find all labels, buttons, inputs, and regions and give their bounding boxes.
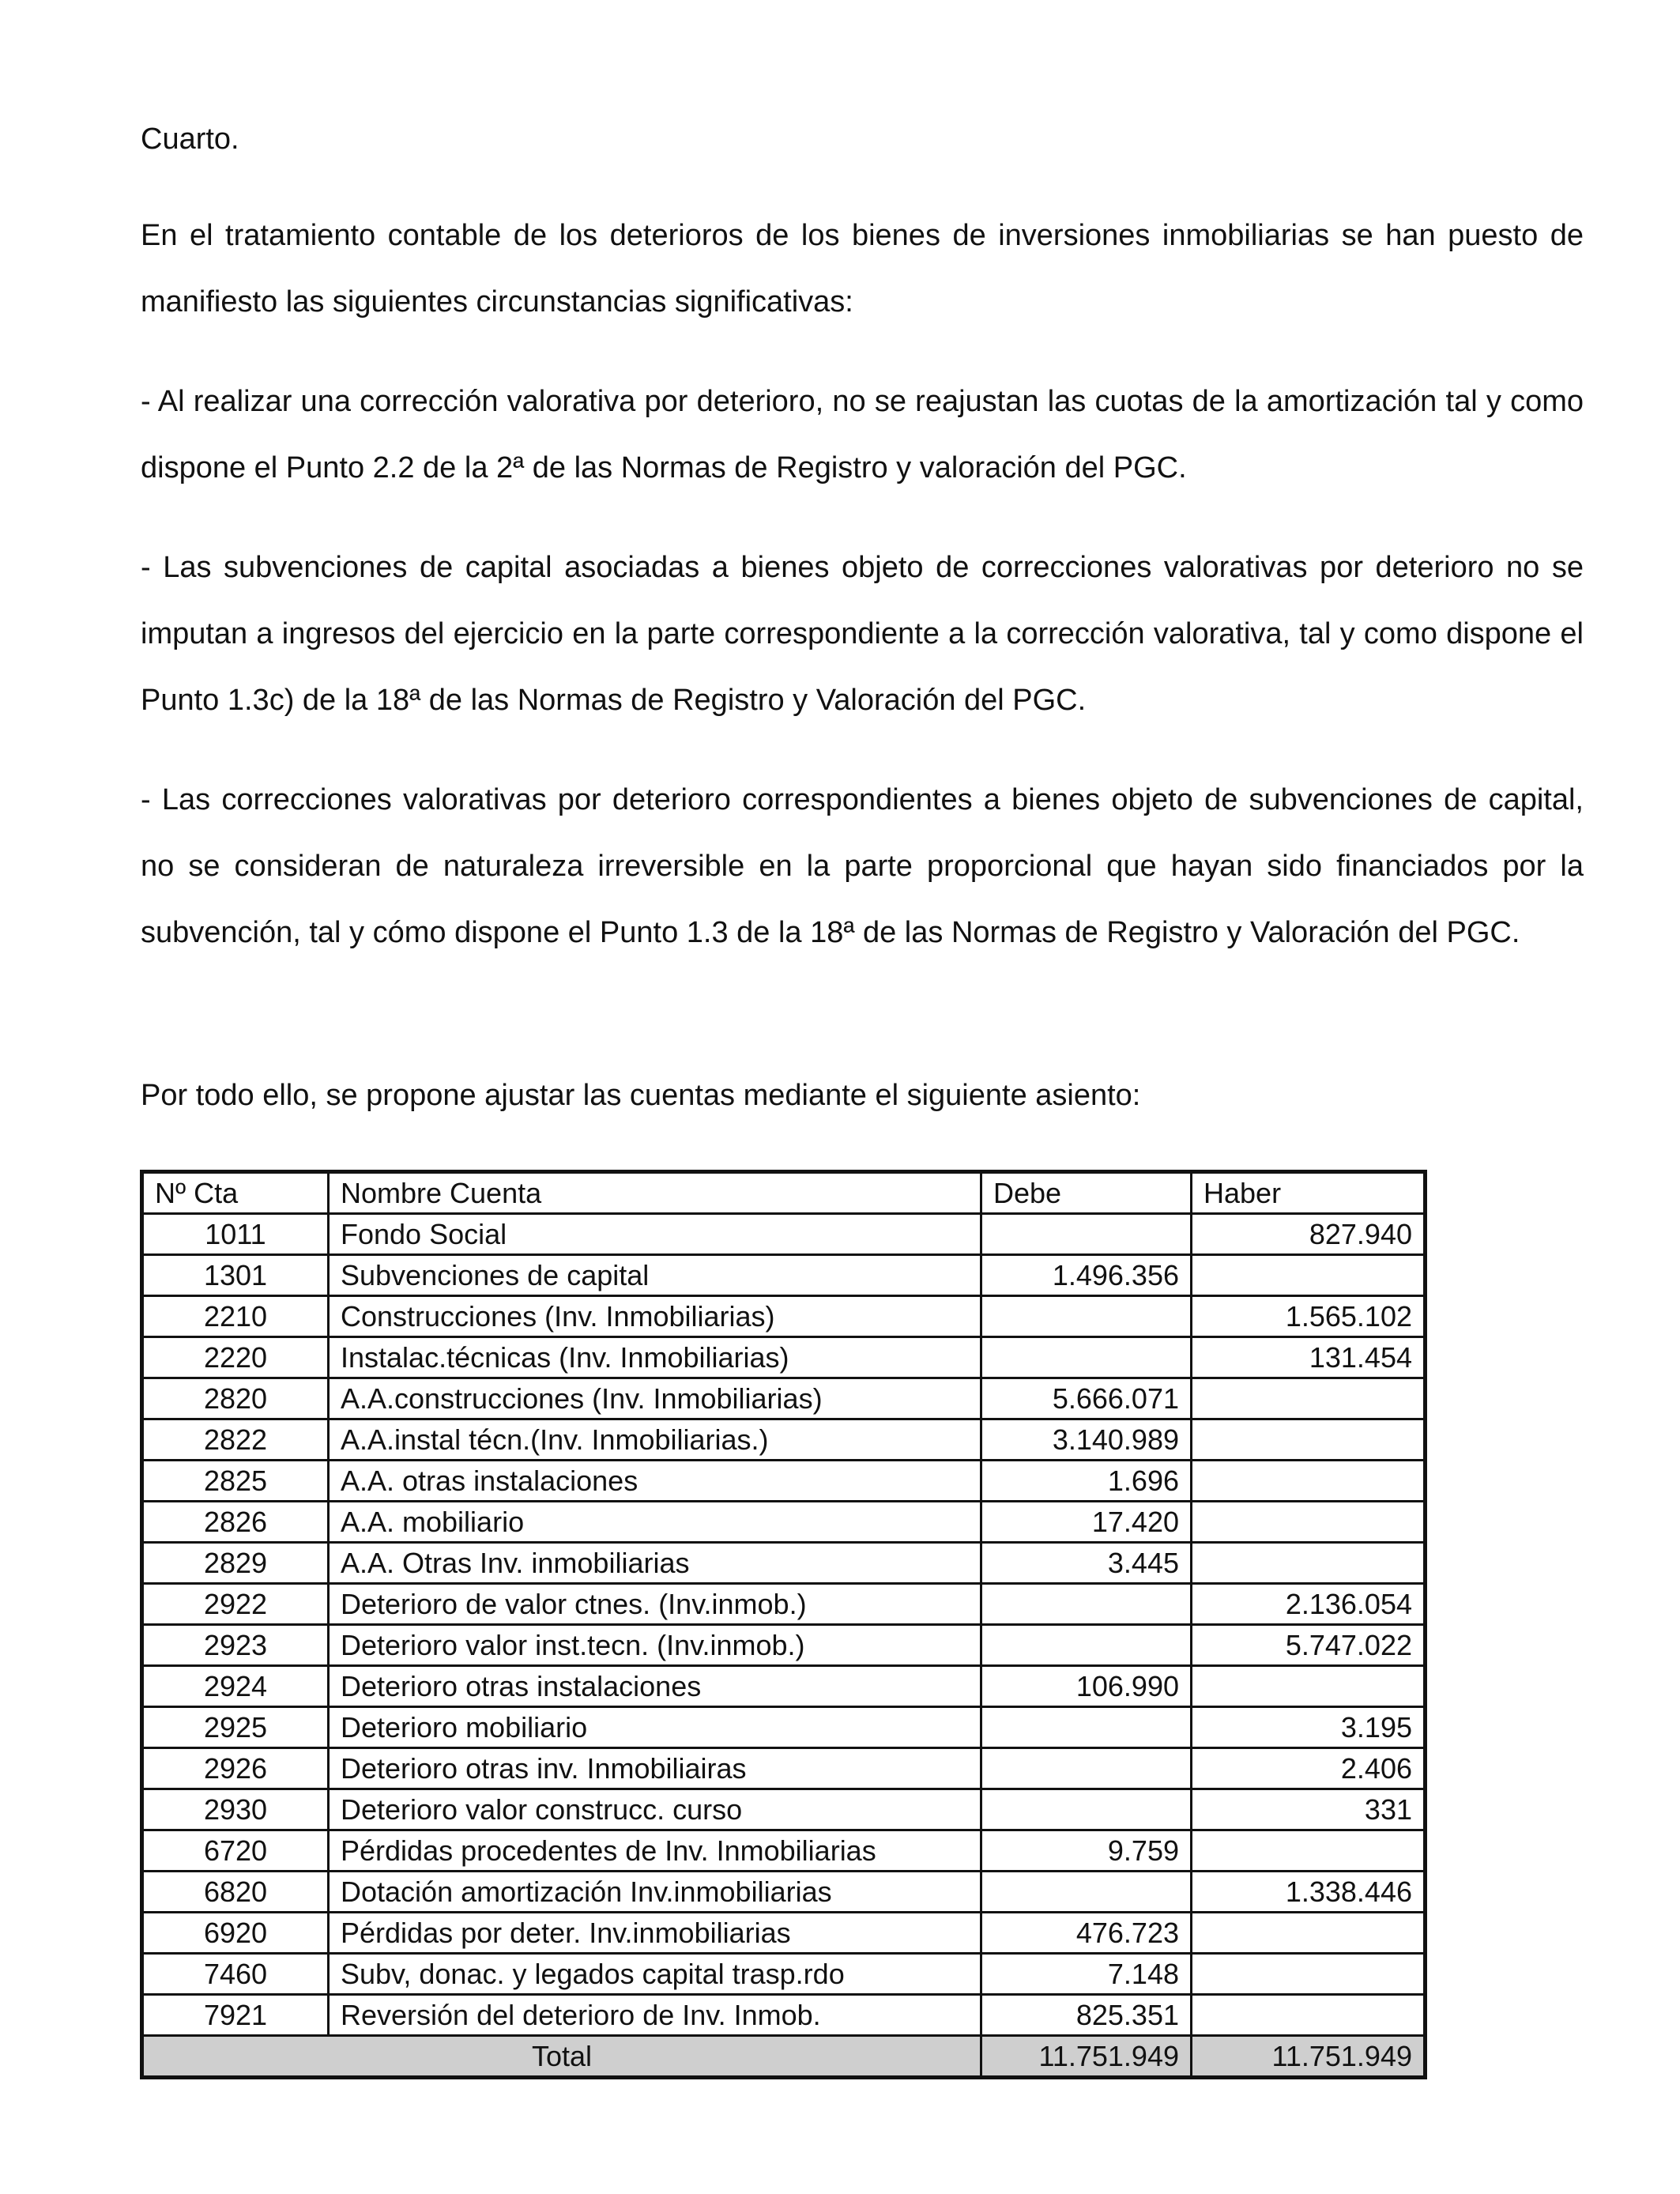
haber-amount: 2.406 — [1192, 1748, 1426, 1789]
header-haber: Haber — [1192, 1172, 1426, 1214]
account-number: 2826 — [142, 1502, 329, 1543]
debe-amount — [981, 1337, 1192, 1378]
total-debe: 11.751.949 — [981, 2036, 1192, 2078]
table-row — [142, 1789, 1426, 1830]
table-row — [142, 1872, 1426, 1913]
account-number: 2210 — [142, 1296, 329, 1337]
account-number: 6920 — [142, 1913, 329, 1954]
table-row — [142, 1830, 1426, 1872]
debe-amount: 476.723 — [981, 1913, 1192, 1954]
debe-amount: 106.990 — [981, 1666, 1192, 1707]
account-number: 7921 — [142, 1995, 329, 2036]
debe-amount — [981, 1296, 1192, 1337]
debe-amount — [981, 1584, 1192, 1625]
haber-amount — [1192, 1461, 1426, 1502]
haber-amount: 5.747.022 — [1192, 1625, 1426, 1666]
account-name: Dotación amortización Inv.inmobiliarias — [329, 1872, 981, 1913]
table-row — [142, 1748, 1426, 1789]
paragraph-amortizacion: - Al realizar una corrección valorativa por deterioro, no se reajustan las cuotas de la amortización tal y como dispone el Punto 2.2 de la 2ª de las Normas de Registro y valoración del PGC. — [141, 385, 1584, 484]
table-row — [142, 1625, 1426, 1666]
debe-amount: 5.666.071 — [981, 1378, 1192, 1419]
debe-amount — [981, 1748, 1192, 1789]
table-body — [142, 1214, 1426, 2036]
table-row — [142, 1666, 1426, 1707]
debe-amount — [981, 1214, 1192, 1255]
account-name: A.A. mobiliario — [329, 1502, 981, 1543]
account-number: 2924 — [142, 1666, 329, 1707]
table-row — [142, 1543, 1426, 1584]
haber-amount — [1192, 1830, 1426, 1872]
table-header-row — [142, 1172, 1426, 1214]
account-name: Deterioro mobiliario — [329, 1707, 981, 1748]
paragraph-propuesta: Por todo ello, se propone ajustar las cuentas mediante el siguiente asiento: — [141, 1079, 1141, 1112]
account-name: Pérdidas por deter. Inv.inmobiliarias — [329, 1913, 981, 1954]
table-row — [142, 1584, 1426, 1625]
account-number: 2820 — [142, 1378, 329, 1419]
haber-amount: 131.454 — [1192, 1337, 1426, 1378]
table-row — [142, 1419, 1426, 1461]
debe-amount — [981, 1789, 1192, 1830]
haber-amount: 2.136.054 — [1192, 1584, 1426, 1625]
section-heading: Cuarto. — [141, 123, 239, 156]
account-name: A.A.construcciones (Inv. Inmobiliarias) — [329, 1378, 981, 1419]
table-row — [142, 1461, 1426, 1502]
account-name: Reversión del deterioro de Inv. Inmob. — [329, 1995, 981, 2036]
debe-amount — [981, 1872, 1192, 1913]
debe-amount: 17.420 — [981, 1502, 1192, 1543]
account-number: 6820 — [142, 1872, 329, 1913]
debe-amount: 7.148 — [981, 1954, 1192, 1995]
paragraph-correcciones: - Las correcciones valorativas por deterioro correspondientes a bienes objeto de subvenciones de capital, no se consideran de naturaleza irreversible en la parte proporcional que hayan sido financiados por la subvención, tal y cómo dispone el Punto 1.3 de la 18ª de las Normas de Registro y Valoración del PGC. — [141, 783, 1584, 949]
account-number: 1301 — [142, 1255, 329, 1296]
debe-amount: 3.445 — [981, 1543, 1192, 1584]
account-number: 2829 — [142, 1543, 329, 1584]
haber-amount: 331 — [1192, 1789, 1426, 1830]
table-row — [142, 1913, 1426, 1954]
account-number: 7460 — [142, 1954, 329, 1995]
haber-amount — [1192, 1543, 1426, 1584]
account-name: Deterioro otras instalaciones — [329, 1666, 981, 1707]
account-number: 6720 — [142, 1830, 329, 1872]
account-number: 2930 — [142, 1789, 329, 1830]
table-row — [142, 1296, 1426, 1337]
table-row — [142, 1378, 1426, 1419]
account-name: Fondo Social — [329, 1214, 981, 1255]
account-number: 2925 — [142, 1707, 329, 1748]
account-name: Instalac.técnicas (Inv. Inmobiliarias) — [329, 1337, 981, 1378]
header-account-name: Nombre Cuenta — [329, 1172, 981, 1214]
haber-amount: 827.940 — [1192, 1214, 1426, 1255]
account-name: Deterioro de valor ctnes. (Inv.inmob.) — [329, 1584, 981, 1625]
account-name: Pérdidas procedentes de Inv. Inmobiliarias — [329, 1830, 981, 1872]
table-row — [142, 1502, 1426, 1543]
account-name: Deterioro valor inst.tecn. (Inv.inmob.) — [329, 1625, 981, 1666]
debe-amount: 9.759 — [981, 1830, 1192, 1872]
table-row — [142, 1337, 1426, 1378]
account-number: 2822 — [142, 1419, 329, 1461]
paragraph-intro: En el tratamiento contable de los deterioros de los bienes de inversiones inmobiliarias se han puesto de manifiesto las siguientes circunstancias significativas: — [141, 219, 1584, 319]
total-label: Total — [142, 2036, 981, 2078]
account-name: Subvenciones de capital — [329, 1255, 981, 1296]
account-name: Deterioro otras inv. Inmobiliairas — [329, 1748, 981, 1789]
haber-amount — [1192, 1255, 1426, 1296]
total-row — [142, 2036, 1426, 2078]
haber-amount — [1192, 1419, 1426, 1461]
header-account-number: Nº Cta — [142, 1172, 329, 1214]
account-number: 2825 — [142, 1461, 329, 1502]
haber-amount — [1192, 1954, 1426, 1995]
account-name: A.A.instal técn.(Inv. Inmobiliarias.) — [329, 1419, 981, 1461]
debe-amount — [981, 1707, 1192, 1748]
haber-amount — [1192, 1378, 1426, 1419]
table-row — [142, 1255, 1426, 1296]
haber-amount — [1192, 1502, 1426, 1543]
debe-amount: 825.351 — [981, 1995, 1192, 2036]
debe-amount — [981, 1625, 1192, 1666]
haber-amount — [1192, 1666, 1426, 1707]
account-number: 2926 — [142, 1748, 329, 1789]
journal-entry-table — [140, 1170, 1427, 2079]
debe-amount: 3.140.989 — [981, 1419, 1192, 1461]
haber-amount: 1.338.446 — [1192, 1872, 1426, 1913]
debe-amount: 1.696 — [981, 1461, 1192, 1502]
total-haber: 11.751.949 — [1192, 2036, 1426, 2078]
table-row — [142, 1954, 1426, 1995]
haber-amount: 3.195 — [1192, 1707, 1426, 1748]
account-name: Subv, donac. y legados capital trasp.rdo — [329, 1954, 981, 1995]
account-name: Deterioro valor construcc. curso — [329, 1789, 981, 1830]
header-debe: Debe — [981, 1172, 1192, 1214]
debe-amount: 1.496.356 — [981, 1255, 1192, 1296]
account-number: 2220 — [142, 1337, 329, 1378]
table-row — [142, 1214, 1426, 1255]
haber-amount — [1192, 1995, 1426, 2036]
haber-amount — [1192, 1913, 1426, 1954]
account-name: A.A. otras instalaciones — [329, 1461, 981, 1502]
table-row — [142, 1707, 1426, 1748]
account-number: 2923 — [142, 1625, 329, 1666]
paragraph-subvenciones: - Las subvenciones de capital asociadas a bienes objeto de correcciones valorativas por deterioro no se imputan a ingresos del ejercicio en la parte correspondiente a la corrección valorativa, tal y como dispone el Punto 1.3c) de la 18ª de las Normas de Registro y Valoración del PGC. — [141, 551, 1584, 717]
haber-amount: 1.565.102 — [1192, 1296, 1426, 1337]
account-number: 2922 — [142, 1584, 329, 1625]
table-row — [142, 1995, 1426, 2036]
account-number: 1011 — [142, 1214, 329, 1255]
account-name: A.A. Otras Inv. inmobiliarias — [329, 1543, 981, 1584]
account-name: Construcciones (Inv. Inmobiliarias) — [329, 1296, 981, 1337]
